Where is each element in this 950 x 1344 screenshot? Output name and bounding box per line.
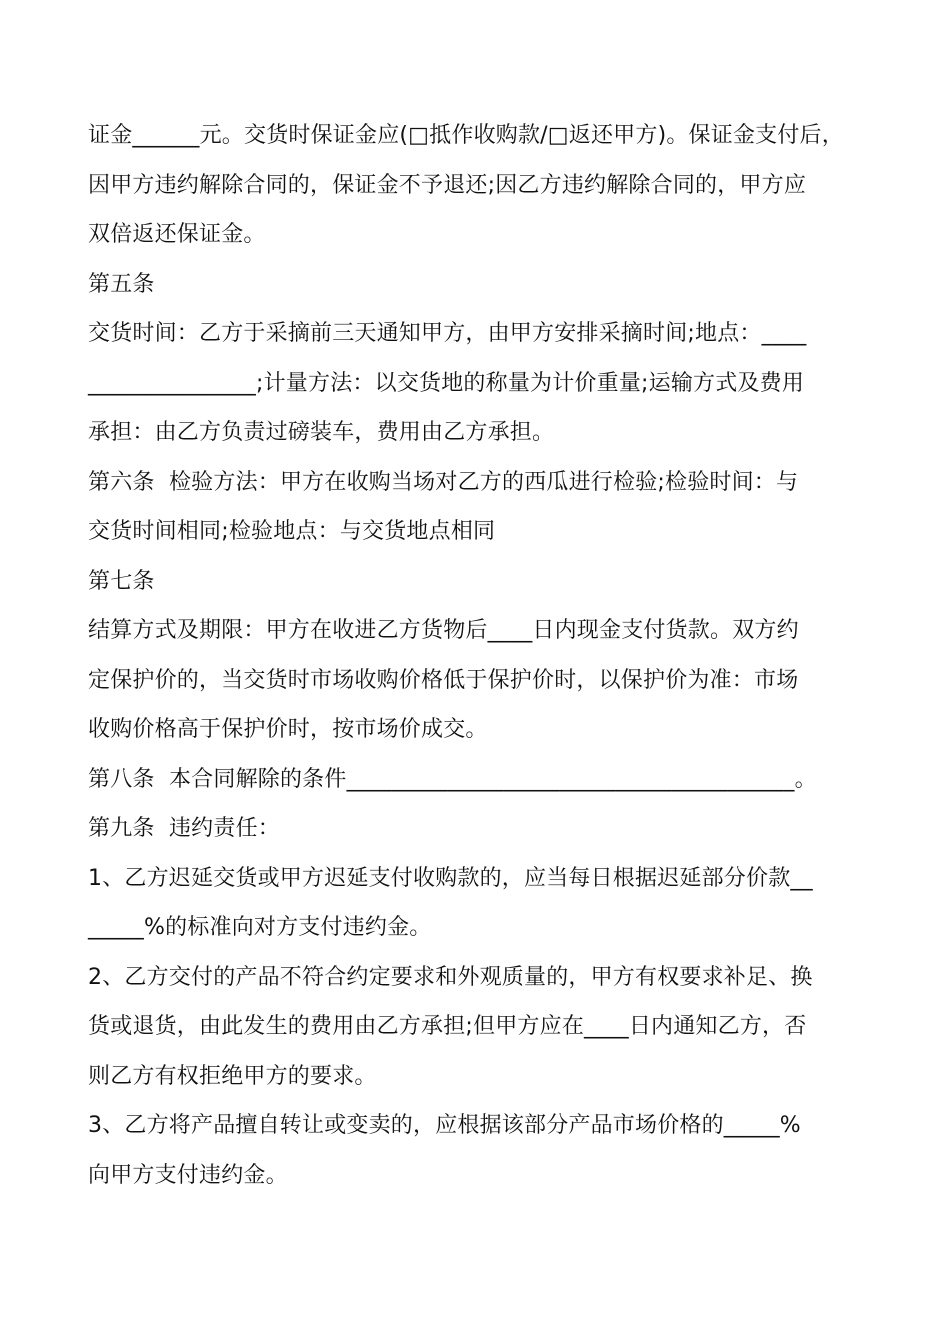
- text-line: 3、乙方将产品擅自转让或变卖的，应根据该部分产品市场价格的_____%: [88, 1113, 801, 1138]
- text-line: 交货时间相同;检验地点：与交货地点相同: [88, 519, 496, 544]
- text-line: 2、乙方交付的产品不符合约定要求和外观质量的，甲方有权要求补足、换: [88, 964, 813, 990]
- document-page: [88, 111, 878, 1200]
- text-line: 承担：由乙方负责过磅装车，费用由乙方承担。: [88, 420, 555, 445]
- text-line: 向甲方支付违约金。: [88, 1162, 288, 1188]
- text-line: _______________;计量方法：以交货地的称量为计价重量;运输方式及费用: [88, 370, 805, 396]
- text-line: 第九条 违约责任：: [88, 816, 280, 841]
- text-line: 第六条 检验方法：甲方在收购当场对乙方的西瓜进行检验;检验时间：与: [88, 469, 799, 495]
- text-line: 结算方式及期限：甲方在收进乙方货物后____日内现金支付货款。双方约: [88, 618, 799, 643]
- text-line: 证金______元。交货时保证金应(□抵作收购款/□返还甲方)。保证金支付后，: [88, 123, 844, 148]
- text-line: _____%的标准向对方支付违约金。: [88, 915, 432, 940]
- text-line: 第八条 本合同解除的条件________________________________________。: [88, 766, 817, 792]
- text-line: 1、乙方迟延交货或甲方迟延支付收购款的，应当每日根据迟延部分价款__: [88, 865, 813, 891]
- text-line: 则乙方有权拒绝甲方的要求。: [88, 1063, 377, 1089]
- text-line: 交货时间：乙方于采摘前三天通知甲方，由甲方安排采摘时间;地点：____: [88, 321, 807, 346]
- text-line: 双倍返还保证金。: [88, 222, 266, 247]
- article-heading: 第五条: [88, 271, 155, 297]
- article-heading: 第七条: [88, 568, 155, 594]
- text-line: 定保护价的，当交货时市场收购价格低于保护价时，以保护价为准：市场: [88, 667, 799, 693]
- text-line: 收购价格高于保护价时，按市场价成交。: [88, 717, 488, 742]
- text-line: 货或退货，由此发生的费用由乙方承担;但甲方应在____日内通知乙方，否: [88, 1014, 807, 1039]
- text-line: 因甲方违约解除合同的，保证金不予退还;因乙方违约解除合同的，甲方应: [88, 172, 807, 198]
